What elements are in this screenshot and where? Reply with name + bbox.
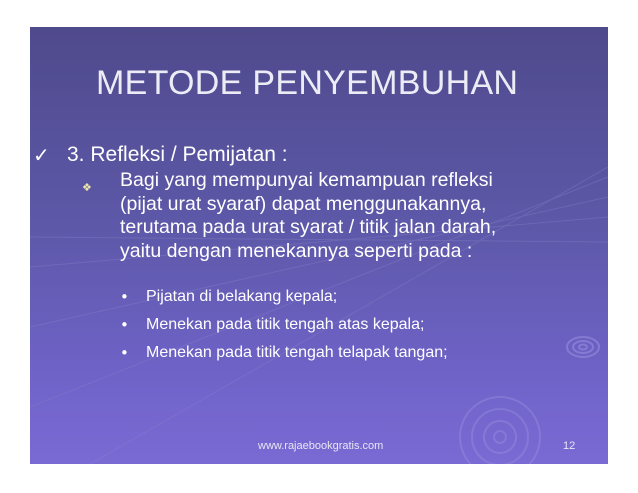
list-item-text: Menekan pada titik tengah telapak tangan; — [146, 344, 448, 361]
paragraph-line: (pijat urat syaraf) dapat menggunakannya, — [120, 192, 487, 215]
bullet-dot-icon: • — [120, 288, 129, 306]
slide-title: METODE PENYEMBUHAN — [96, 64, 519, 102]
footer-url: www.rajaebookgratis.com — [258, 440, 384, 452]
list-item — [120, 311, 580, 339]
paragraph-line: terutama pada urat syarat / titik jalan darah, — [120, 216, 497, 238]
list-item-text: Menekan pada titik tengah atas kepala; — [146, 316, 425, 333]
check-icon: ✓ — [33, 143, 50, 167]
diamond-bullet-icon: ❖ — [82, 181, 92, 194]
slide — [30, 27, 608, 464]
paragraph-line: Bagi yang mempunyai kemampuan refleksi — [120, 169, 493, 191]
paragraph — [120, 169, 590, 263]
bullet-dot-icon: • — [120, 316, 129, 334]
list-item — [120, 283, 580, 311]
paragraph-line: yaitu dengan menekannya seperti pada : — [120, 239, 473, 262]
list-item — [120, 339, 580, 367]
page-number: 12 — [563, 440, 576, 452]
section-heading: 3. Refleksi / Pemijatan : — [67, 143, 288, 166]
list-item-text: Pijatan di belakang kepala; — [146, 288, 338, 305]
sub-list — [120, 283, 580, 367]
bullet-dot-icon: • — [120, 344, 129, 362]
